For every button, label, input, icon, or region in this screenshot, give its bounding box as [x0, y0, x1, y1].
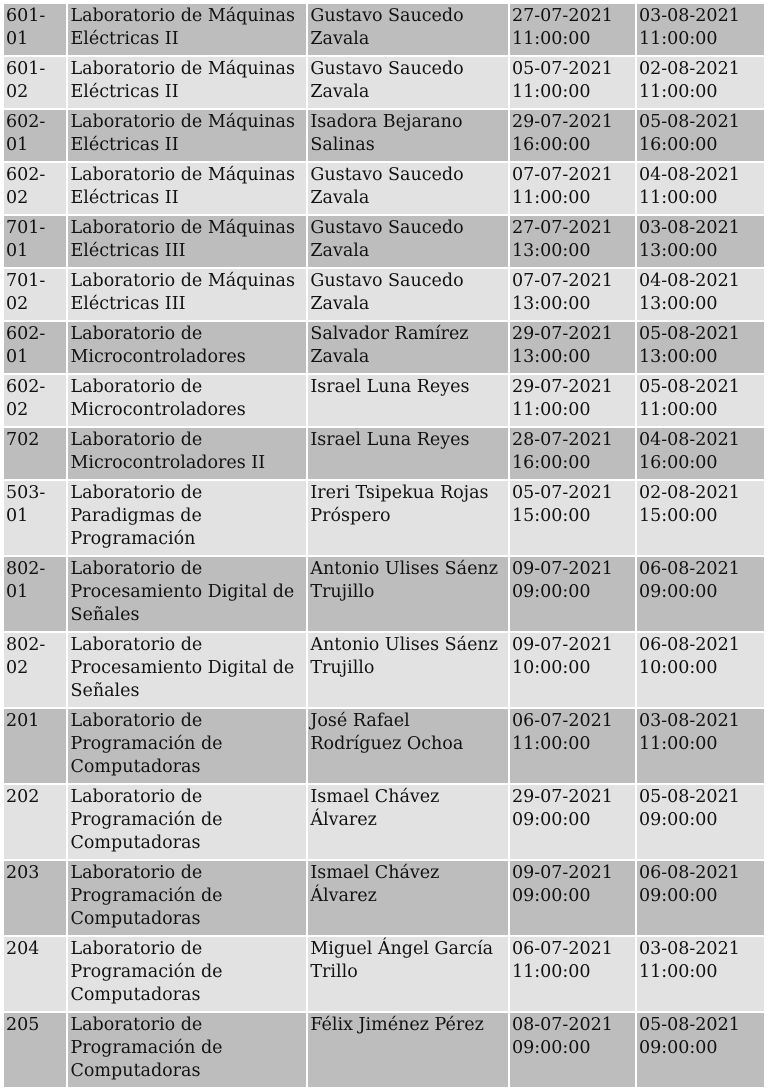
table-row: [4, 557, 764, 631]
teacher-cell: Gustavo Saucedo Zavala: [308, 269, 508, 320]
end-date-cell: 05-08-2021 09:00:00: [637, 785, 764, 859]
start-date-cell: 28-07-2021 16:00:00: [510, 428, 635, 479]
group-cell: 602-01: [4, 110, 66, 161]
table-row: [4, 428, 764, 479]
table-row: [4, 163, 764, 214]
course-cell: Laboratorio de Programación de Computadoras: [68, 937, 306, 1011]
teacher-cell: Ismael Chávez Álvarez: [308, 861, 508, 935]
group-cell: 702: [4, 428, 66, 479]
table-row: [4, 4, 764, 55]
schedule-table-body: [4, 4, 764, 1087]
course-cell: Laboratorio de Máquinas Eléctricas III: [68, 216, 306, 267]
start-date-cell: 29-07-2021 09:00:00: [510, 785, 635, 859]
teacher-cell: Ismael Chávez Álvarez: [308, 785, 508, 859]
teacher-cell: Israel Luna Reyes: [308, 428, 508, 479]
table-row: [4, 1013, 764, 1087]
start-date-cell: 29-07-2021 11:00:00: [510, 375, 635, 426]
group-cell: 602-02: [4, 375, 66, 426]
end-date-cell: 03-08-2021 11:00:00: [637, 709, 764, 783]
end-date-cell: 03-08-2021 11:00:00: [637, 4, 764, 55]
teacher-cell: Salvador Ramírez Zavala: [308, 322, 508, 373]
table-row: [4, 269, 764, 320]
group-cell: 802-01: [4, 557, 66, 631]
course-cell: Laboratorio de Máquinas Eléctricas II: [68, 110, 306, 161]
end-date-cell: 05-08-2021 11:00:00: [637, 375, 764, 426]
teacher-cell: Antonio Ulises Sáenz Trujillo: [308, 557, 508, 631]
course-cell: Laboratorio de Máquinas Eléctricas II: [68, 4, 306, 55]
course-cell: Laboratorio de Programación de Computadoras: [68, 709, 306, 783]
end-date-cell: 02-08-2021 11:00:00: [637, 57, 764, 108]
end-date-cell: 04-08-2021 16:00:00: [637, 428, 764, 479]
course-cell: Laboratorio de Programación de Computadoras: [68, 1013, 306, 1087]
teacher-cell: Isadora Bejarano Salinas: [308, 110, 508, 161]
end-date-cell: 05-08-2021 13:00:00: [637, 322, 764, 373]
teacher-cell: Félix Jiménez Pérez: [308, 1013, 508, 1087]
end-date-cell: 06-08-2021 09:00:00: [637, 861, 764, 935]
group-cell: 602-02: [4, 163, 66, 214]
teacher-cell: Gustavo Saucedo Zavala: [308, 4, 508, 55]
schedule-table: [2, 2, 766, 1089]
teacher-cell: Gustavo Saucedo Zavala: [308, 57, 508, 108]
teacher-cell: Antonio Ulises Sáenz Trujillo: [308, 633, 508, 707]
start-date-cell: 06-07-2021 11:00:00: [510, 937, 635, 1011]
course-cell: Laboratorio de Programación de Computadoras: [68, 785, 306, 859]
table-row: [4, 57, 764, 108]
start-date-cell: 29-07-2021 16:00:00: [510, 110, 635, 161]
teacher-cell: Miguel Ángel García Trillo: [308, 937, 508, 1011]
group-cell: 204: [4, 937, 66, 1011]
group-cell: 601-02: [4, 57, 66, 108]
course-cell: Laboratorio de Microcontroladores: [68, 322, 306, 373]
start-date-cell: 07-07-2021 11:00:00: [510, 163, 635, 214]
course-cell: Laboratorio de Microcontroladores: [68, 375, 306, 426]
table-row: [4, 322, 764, 373]
start-date-cell: 08-07-2021 09:00:00: [510, 1013, 635, 1087]
start-date-cell: 27-07-2021 11:00:00: [510, 4, 635, 55]
course-cell: Laboratorio de Procesamiento Digital de Señales: [68, 633, 306, 707]
end-date-cell: 06-08-2021 10:00:00: [637, 633, 764, 707]
course-cell: Laboratorio de Procesamiento Digital de Señales: [68, 557, 306, 631]
start-date-cell: 05-07-2021 11:00:00: [510, 57, 635, 108]
group-cell: 203: [4, 861, 66, 935]
table-row: [4, 633, 764, 707]
table-row: [4, 216, 764, 267]
group-cell: 602-01: [4, 322, 66, 373]
start-date-cell: 09-07-2021 09:00:00: [510, 557, 635, 631]
teacher-cell: José Rafael Rodríguez Ochoa: [308, 709, 508, 783]
teacher-cell: Gustavo Saucedo Zavala: [308, 163, 508, 214]
teacher-cell: Israel Luna Reyes: [308, 375, 508, 426]
group-cell: 701-01: [4, 216, 66, 267]
teacher-cell: Ireri Tsipekua Rojas Próspero: [308, 481, 508, 555]
start-date-cell: 27-07-2021 13:00:00: [510, 216, 635, 267]
end-date-cell: 06-08-2021 09:00:00: [637, 557, 764, 631]
table-row: [4, 375, 764, 426]
table-row: [4, 937, 764, 1011]
group-cell: 802-02: [4, 633, 66, 707]
table-row: [4, 785, 764, 859]
start-date-cell: 05-07-2021 15:00:00: [510, 481, 635, 555]
table-row: [4, 481, 764, 555]
course-cell: Laboratorio de Máquinas Eléctricas III: [68, 269, 306, 320]
table-row: [4, 110, 764, 161]
group-cell: 205: [4, 1013, 66, 1087]
start-date-cell: 07-07-2021 13:00:00: [510, 269, 635, 320]
group-cell: 202: [4, 785, 66, 859]
group-cell: 503-01: [4, 481, 66, 555]
end-date-cell: 03-08-2021 11:00:00: [637, 937, 764, 1011]
course-cell: Laboratorio de Paradigmas de Programación: [68, 481, 306, 555]
group-cell: 201: [4, 709, 66, 783]
group-cell: 601-01: [4, 4, 66, 55]
table-row: [4, 709, 764, 783]
start-date-cell: 06-07-2021 11:00:00: [510, 709, 635, 783]
start-date-cell: 29-07-2021 13:00:00: [510, 322, 635, 373]
end-date-cell: 04-08-2021 13:00:00: [637, 269, 764, 320]
end-date-cell: 04-08-2021 11:00:00: [637, 163, 764, 214]
course-cell: Laboratorio de Máquinas Eléctricas II: [68, 57, 306, 108]
course-cell: Laboratorio de Máquinas Eléctricas II: [68, 163, 306, 214]
end-date-cell: 03-08-2021 13:00:00: [637, 216, 764, 267]
end-date-cell: 02-08-2021 15:00:00: [637, 481, 764, 555]
start-date-cell: 09-07-2021 09:00:00: [510, 861, 635, 935]
group-cell: 701-02: [4, 269, 66, 320]
course-cell: Laboratorio de Microcontroladores II: [68, 428, 306, 479]
teacher-cell: Gustavo Saucedo Zavala: [308, 216, 508, 267]
course-cell: Laboratorio de Programación de Computadoras: [68, 861, 306, 935]
table-row: [4, 861, 764, 935]
end-date-cell: 05-08-2021 09:00:00: [637, 1013, 764, 1087]
end-date-cell: 05-08-2021 16:00:00: [637, 110, 764, 161]
start-date-cell: 09-07-2021 10:00:00: [510, 633, 635, 707]
